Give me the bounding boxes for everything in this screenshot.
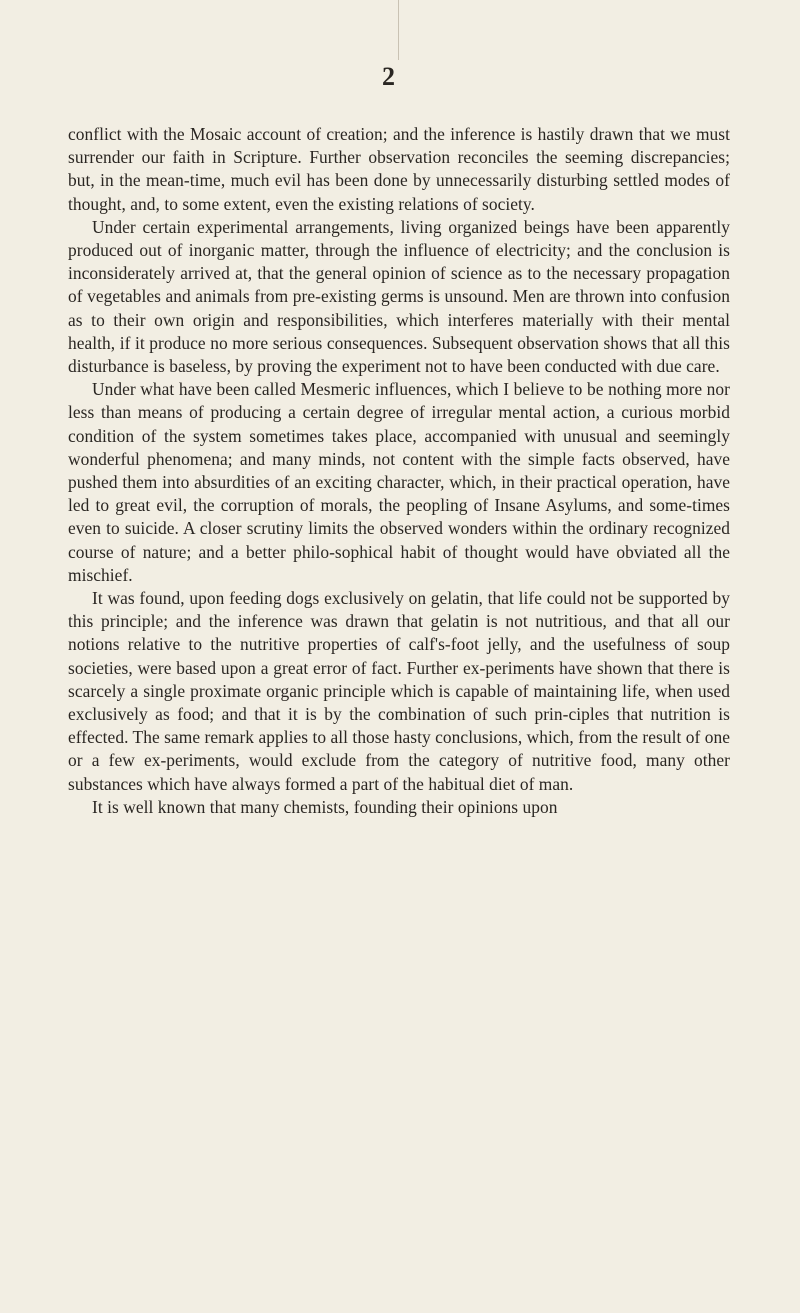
paragraph-4: It was found, upon feeding dogs exclusively on gelatin, that life could not be supported by this principle; and the inference was drawn that gelatin is not nutritious, and that all our notions relative to the nutritive properties of calf's-foot jelly, and the usefulness of soup societies, were based upon a great error of fact. Further ex-periments have shown that there is scarcely a single proximate organic principle which is capable of maintaining life, when used exclusively as food; and that it is by the combination of such prin-ciples that nutrition is effected. The same remark applies to all those hasty conclusions, which, from the result of one or a few ex-periments, would exclude from the category of nutritive food, many other substances which have always formed a part of the habitual diet of man. bbox=[68, 588, 730, 794]
page-edge-mark bbox=[398, 0, 399, 60]
page-number: 2 bbox=[382, 62, 395, 91]
paragraph-3: Under what have been called Mesmeric influences, which I believe to be nothing more nor less than means of producing a certain degree of irregular mental action, a curious morbid condition of the system sometimes takes place, accompanied with unusual and seemingly wonderful phenomena; and many minds, not content with the simple facts observed, have pushed them into absurdities of an exciting character, which, in their practical operation, have led to great evil, the corruption of morals, the peopling of Insane Asylums, and some-times even to suicide. A closer scrutiny limits the observed wonders within the ordinary recognized course of nature; and a better philo-sophical habit of thought would have obviated all the mischief. bbox=[68, 379, 730, 585]
paragraph-2: Under certain experimental arrangements, living organized beings have been apparently produced out of inorganic matter, through the influence of electricity; and the conclusion is inconsiderately arrived at, that the general opinion of science as to the necessary propagation of vegetables and animals from pre-existing germs is unsound. Men are thrown into confusion as to their own origin and responsibilities, which interferes materially with their mental health, if it produce no more serious consequences. Subsequent observation shows that all this disturbance is baseless, by proving the experiment not to have been conducted with due care. bbox=[68, 216, 730, 377]
body-text bbox=[68, 123, 730, 819]
paragraph-5: It is well known that many chemists, founding their opinions upon bbox=[92, 796, 558, 817]
paragraph-1: conflict with the Mosaic account of creation; and the inference is hastily drawn that we must surrender our faith in Scripture. Further observation reconciles the seeming discrepancies; but, in the mean-time, much evil has been done by unnecessarily disturbing settled modes of thought, and, to some extent, even the existing relations of society. bbox=[68, 124, 730, 214]
